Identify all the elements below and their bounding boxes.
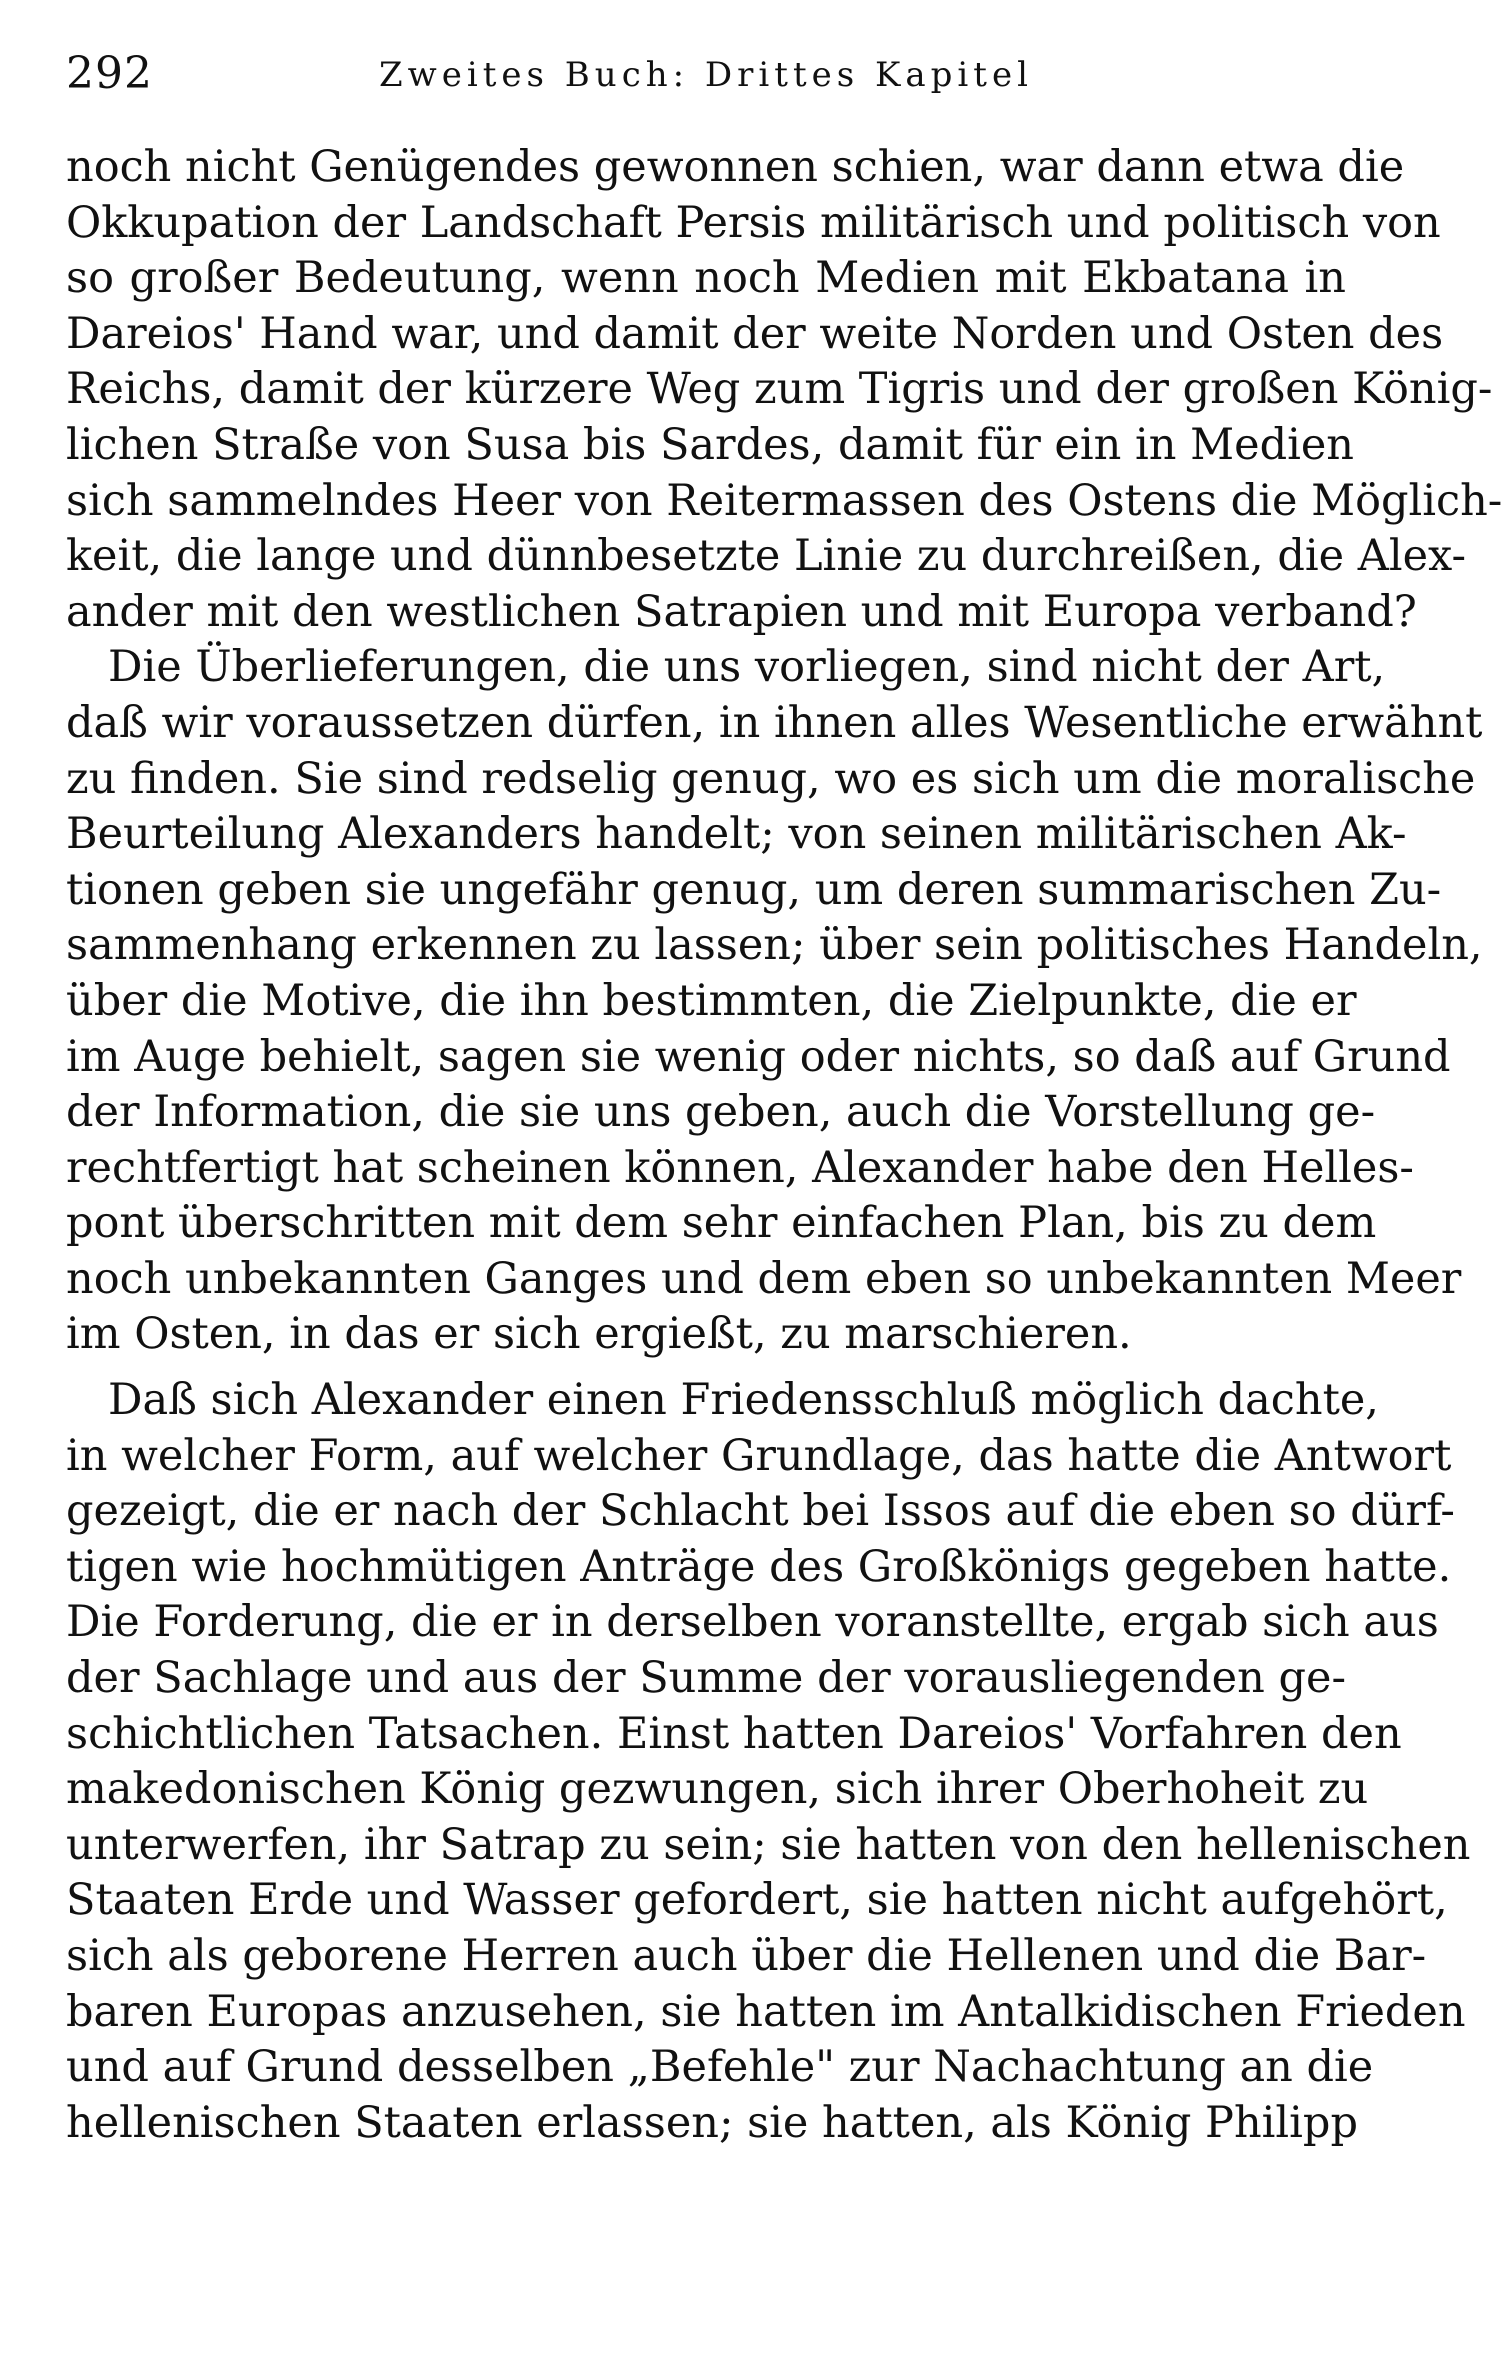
text-line: unterwerfen, ihr Satrap zu sein; sie hatten von den hellenischen: [66, 1819, 1471, 1870]
paragraph: [66, 640, 1483, 1363]
text-line: noch nicht Genügendes gewonnen schien, war dann etwa die: [66, 142, 1405, 192]
text-line: gezeigt, die er nach der Schlacht bei Issos auf die eben so dürf-: [66, 1486, 1455, 1537]
text-line: sich als geborene Herren auch über die Hellenen und die Bar-: [66, 1931, 1427, 1981]
text-line: in welcher Form, auf welcher Grundlage, das hatte die Antwort: [66, 1430, 1452, 1481]
text-line: daß wir voraussetzen dürfen, in ihnen alles Wesentliche erwähnt: [66, 697, 1483, 748]
text-line: Dareios' Hand war, und damit der weite Norden und Osten des: [66, 308, 1444, 359]
text-line: baren Europas anzusehen, sie hatten im Antalkidischen Frieden: [66, 1986, 1466, 2037]
text-line: so großer Bedeutung, wenn noch Medien mit Ekbatana in: [66, 253, 1346, 304]
text-line: keit, die lange und dünnbesetzte Linie zu durchreißen, die Alex-: [66, 531, 1467, 582]
text-line: Okkupation der Landschaft Persis militärisch und politisch von: [66, 197, 1441, 248]
text-line: rechtfertigt hat scheinen können, Alexander habe den Helles-: [66, 1142, 1414, 1193]
text-line: im Auge behielt, sagen sie wenig oder nichts, so daß auf Grund: [66, 1031, 1451, 1082]
text-line: und auf Grund desselben „Befehle" zur Nachachtung an die: [66, 2042, 1374, 2093]
page-number: 292: [66, 48, 153, 99]
text-line: Reichs, damit der kürzere Weg zum Tigris und der großen König-: [66, 364, 1493, 415]
paragraph-gap: [66, 1363, 1346, 1373]
text-line: pont überschritten mit dem sehr einfachen Plan, bis zu dem: [66, 1198, 1377, 1249]
text-line: noch unbekannten Ganges und dem eben so unbekannten Meer: [66, 1253, 1462, 1304]
text-line: hellenischen Staaten erlassen; sie hatten, als König Philipp: [66, 2097, 1358, 2148]
text-line: sich sammelndes Heer von Reitermassen des Ostens die Möglich-: [66, 475, 1502, 526]
paragraph: [66, 140, 1502, 640]
paragraph: [66, 1373, 1471, 2151]
text-line: ander mit den westlichen Satrapien und mit Europa verband?: [66, 586, 1417, 637]
text-line: im Osten, in das er sich ergießt, zu marschieren.: [66, 1309, 1132, 1360]
body-text: [66, 140, 1502, 2151]
text-line: sammenhang erkennen zu lassen; über sein politisches Handeln,: [66, 920, 1483, 971]
text-line: Staaten Erde und Wasser gefordert, sie hatten nicht aufgehört,: [66, 1875, 1448, 1926]
text-line: lichen Straße von Susa bis Sardes, damit für ein in Medien: [66, 419, 1355, 470]
text-line: zu finden. Sie sind redselig genug, wo es sich um die moralische: [66, 753, 1476, 804]
text-line: schichtlichen Tatsachen. Einst hatten Dareios' Vorfahren den: [66, 1708, 1402, 1759]
text-line: Beurteilung Alexanders handelt; von seinen militärischen Ak-: [66, 809, 1407, 860]
text-line: tionen geben sie ungefähr genug, um deren summarischen Zu-: [66, 864, 1442, 915]
running-head: Zweites Buch: Drittes Kapitel: [379, 55, 1033, 95]
text-line: der Information, die sie uns geben, auch die Vorstellung ge-: [66, 1087, 1376, 1138]
text-line: Die Überlieferungen, die uns vorliegen, sind nicht der Art,: [108, 642, 1386, 693]
text-line: über die Motive, die ihn bestimmten, die Zielpunkte, die er: [66, 975, 1357, 1026]
text-line: Daß sich Alexander einen Friedensschluß möglich dachte,: [108, 1375, 1379, 1426]
text-line: Die Forderung, die er in derselben voranstellte, ergab sich aus: [66, 1597, 1439, 1648]
text-line: tigen wie hochmütigen Anträge des Großkönigs gegeben hatte.: [66, 1541, 1452, 1592]
page-header: [66, 42, 1346, 112]
text-line: makedonischen König gezwungen, sich ihrer Oberhoheit zu: [66, 1764, 1369, 1815]
text-line: der Sachlage und aus der Summe der vorausliegenden ge-: [66, 1653, 1346, 1704]
